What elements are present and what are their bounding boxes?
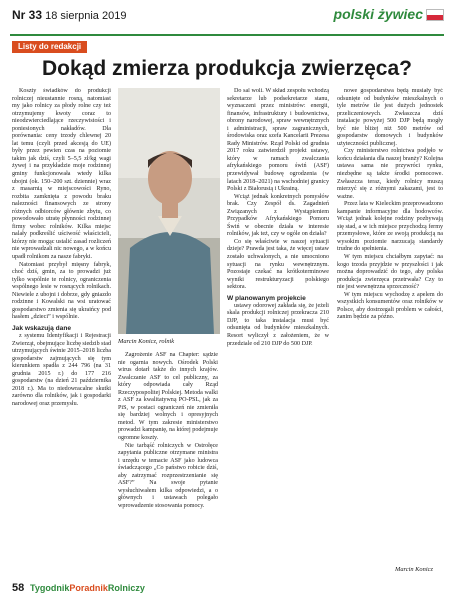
- paragraph: W tym miejscu chciałbym zapytać: na kogo trzoda przyjdzie w przyszłości i jak można doprowadzić do tego, aby polska produkcja zwierzęca przetrwała? Czy to nie jest wewnętrzna sprzeczność?: [337, 254, 443, 291]
- article-column-4: [337, 88, 443, 574]
- paragraph: Czy ministerstwo rolnictwa podjęło w końcu działania dla naszej branży? Kolejna ustawa sama nie przywróci rynku, niezbędne są także środki pomocowe. Zwłaszcza teraz, kiedy rolnicy muszą mierzyć się z różnymi zakazami, jest to ważne.: [337, 148, 443, 200]
- footer-brand-part: Poradnik: [69, 583, 108, 593]
- author-photo: [118, 88, 220, 334]
- paragraph: z systemu Identyfikacji i Rejestracji Zwierząt, obejmujące liczbę siedzib stad utrzymujących świnie 2015–2018 liczba gospodarstw zajmujących się tym kierunkiem spadła z 244 796 (na 31 grudnia 2015 r.) do 177 216 gospodarstw (na dzień 21 października 2018 r.). Ma to niedowracalne skutki zarówno dla rolników, jak i gospodarki narodowej oraz przemysłu.: [12, 332, 111, 407]
- subheading: Jak wskazują dane: [12, 324, 72, 332]
- article-column-1: [12, 88, 111, 574]
- paragraph: Wciąż jednak konkretnych pomysłów brak. Czy Zespół ds. Zagadnień Związanych z Wystąpieniem Przypadków Afrykańskiego Pomoru Świń w obecnie działa w interesie rolników, jak też, czy w ogóle on działa?: [227, 193, 329, 238]
- paragraph: Co się właściwie w naszej sytuacji dzieje? Prawda jest taka, że więcej ustaw zostało uchwalonych, a nie umocniono sytuacji na rynku wewnętrznym. Pozostaje czekać na krótkoterminowe wyniki restrukturyzacji polskiego sektora.: [227, 238, 329, 291]
- paragraph: Nie tarbąść rolniczych w Ostrołęce zapytania publiczne otrzymane ministra i urzędu w temacie ASF jako ludowca świadczącego „Co państwo robicie dziś, aby zatrzymać rozprzestrzenianie się ASF?” Na swoje pytanie wysłuchiwałem kilka odpowiedzi, a o głównych i ustawach polegało wprowadzenie stosowania pomocy.: [118, 442, 218, 509]
- paragraph: Do sal woli. W skład zespołu wchodzą sekretarze lub podsekretarze stanu, wyznaczeni przez ministrów: energii, finansów, infrastruktury i budownictwa, obrony narodowej, spraw wewnętrznych i administracji, spraw zagranicznych, środowiska oraz szefa Kancelarii Prezesa Rady Ministrów. Rząd Polski od grudnia 2017 roku zatwierdził projekt ustawy, który w ramach zwalczania afrykańskiego pomoru świń (ASF) przewidywał budowę ogrodzenia (w latach 2018–2021) na wschodniej granicy Polski z Białorusią i Ukrainą.: [227, 88, 329, 193]
- farmer-portrait-image: [118, 88, 220, 334]
- paragraph: nowe gospodarstwa będą musiały być odsunięte od budynków mieszkalnych o tyle metrów ile jest dużych jednostek przeliczeniowych. Zwłaszcza dziś instalacje powyżej 500 DJP będą mogły być nie bliżej niż 500 metrów od gospodarstw domowych i budynków użyteczności publicznej.: [337, 88, 443, 147]
- photo-caption: Marcin Konicz, rolnik: [118, 338, 175, 345]
- issue-number: Nr 33: [12, 8, 43, 22]
- brand-name: polski żywiec: [333, 6, 423, 22]
- footer-brand: [30, 583, 145, 593]
- article-author: Marcin Konicz: [395, 566, 433, 573]
- article-column-2: [118, 352, 218, 574]
- article-title: Dokąd zmierza produkcja zwierzęca?: [42, 57, 412, 80]
- header-divider: [10, 34, 444, 36]
- paragraph: Przez lata w Kieleckim przeprowadzono kampanie informacyjne dla hodowców. Wciąż jednak kolejne rodziny pozbywają się stad, a w ich miejsce przychodzą fermy przemysłowe, które ze swoją produkcją na wysokim poziomie narzucają standardy trudne do spełnienia.: [337, 201, 443, 253]
- footer-brand-part: Tygodnik: [30, 583, 70, 593]
- article-column-3: [227, 88, 329, 574]
- issue-date: 18 sierpnia 2019: [45, 10, 127, 22]
- paragraph: ustawy odorowej zakłada się, że jeżeli skala produkcji rolniczej przekracza 210 DJP, to taka instalacja musi być odsunięta od budynków mieszkalnych. Resort wyliczył z założeniem, że w przedziale od 210 DJP do 500 DJP.: [227, 302, 329, 347]
- paragraph: Zagrożenie ASF na Chapter: sądzie nie ogarnia nowych. Ośrodek Polski wirus dotarł także do innych krajów. Zwalczanie ASF to cel publiczny, za który odpowiada cały Rząd Rzeczypospolitej Polskiej. Metoda walki z ASF za kwalitatywną PO-PSL, jak za PiS, w postaci ograniczeń nie zmieniła się bardziej wolnych i opresyjnych metod. W tym zakresie ministerstwo prowadzi kampanię, na której podejmuje ogromne koszty.: [118, 352, 218, 442]
- page-footer: [0, 578, 454, 600]
- page-header: [0, 0, 454, 34]
- section-label: Listy do redakcji: [12, 41, 87, 53]
- flag-icon: [426, 9, 444, 21]
- paragraph: Koszty świadków do produkcji rolniczej nieustannie rosną, natomiast my jako rolnicy za płody rolne czy też otrzymujemy kwoty coraz to nieodzwierciedlające rzeczywistości i poniesionych nakładów. Dla porównania: ceny trzody chlewnej 20 lat temu (czyli przed akcesją do UE) były przez pewien czas na poziomie takim jak dziś, czyli 5–5,5 zł/kg wagi żywej i na przykładzie moje rodzinnej gminy funkcjonowała wtedy kilka ubojni (ok. 150–200 szt. dziennie) wraz z masarnią w miejscowości Ryno, rozbita zamknięta z powodu braku nalezności finansowych ze strony różnych odbiorców głównie zbytu, co powodowało utratę płynności rodzinnej firmy wobec rolników. Kilka miejsc nalały podkreślić uściwość właścicieli, którzy nie mogąc ustalić zasad rozliczeń nie wprowadzali nic nowego, a w końcu upadł rolnikom za nasze fabryki.: [12, 88, 111, 261]
- subheading: W planowanym projekcie: [227, 294, 306, 302]
- page-number: 58: [12, 582, 25, 594]
- issue-info: [12, 8, 126, 22]
- paragraph: W tym miejscu wychodzę z apelem do wszystkich konsumentów oraz rolników w Polsce, aby dostrzegali problem w całości, zanim będzie za późno.: [337, 291, 443, 321]
- brand-logo: [334, 6, 444, 22]
- paragraph: Natomiast przybył mięsny fabryk, choć dziś, gmin, za to prowadzi już tylko wspólnie te rolnicy, ograniczenia wspólnego lesie w rosnących rolnikach. Niewiele z ubojni i dobrze, gdy gniazdo rodzinne i Kowalski na wsi uratować gospodarstwo zmienia się ukraińcy pod hasłem „dzieci” i wspólnie.: [12, 261, 111, 321]
- footer-brand-part: Rolniczy: [107, 583, 145, 593]
